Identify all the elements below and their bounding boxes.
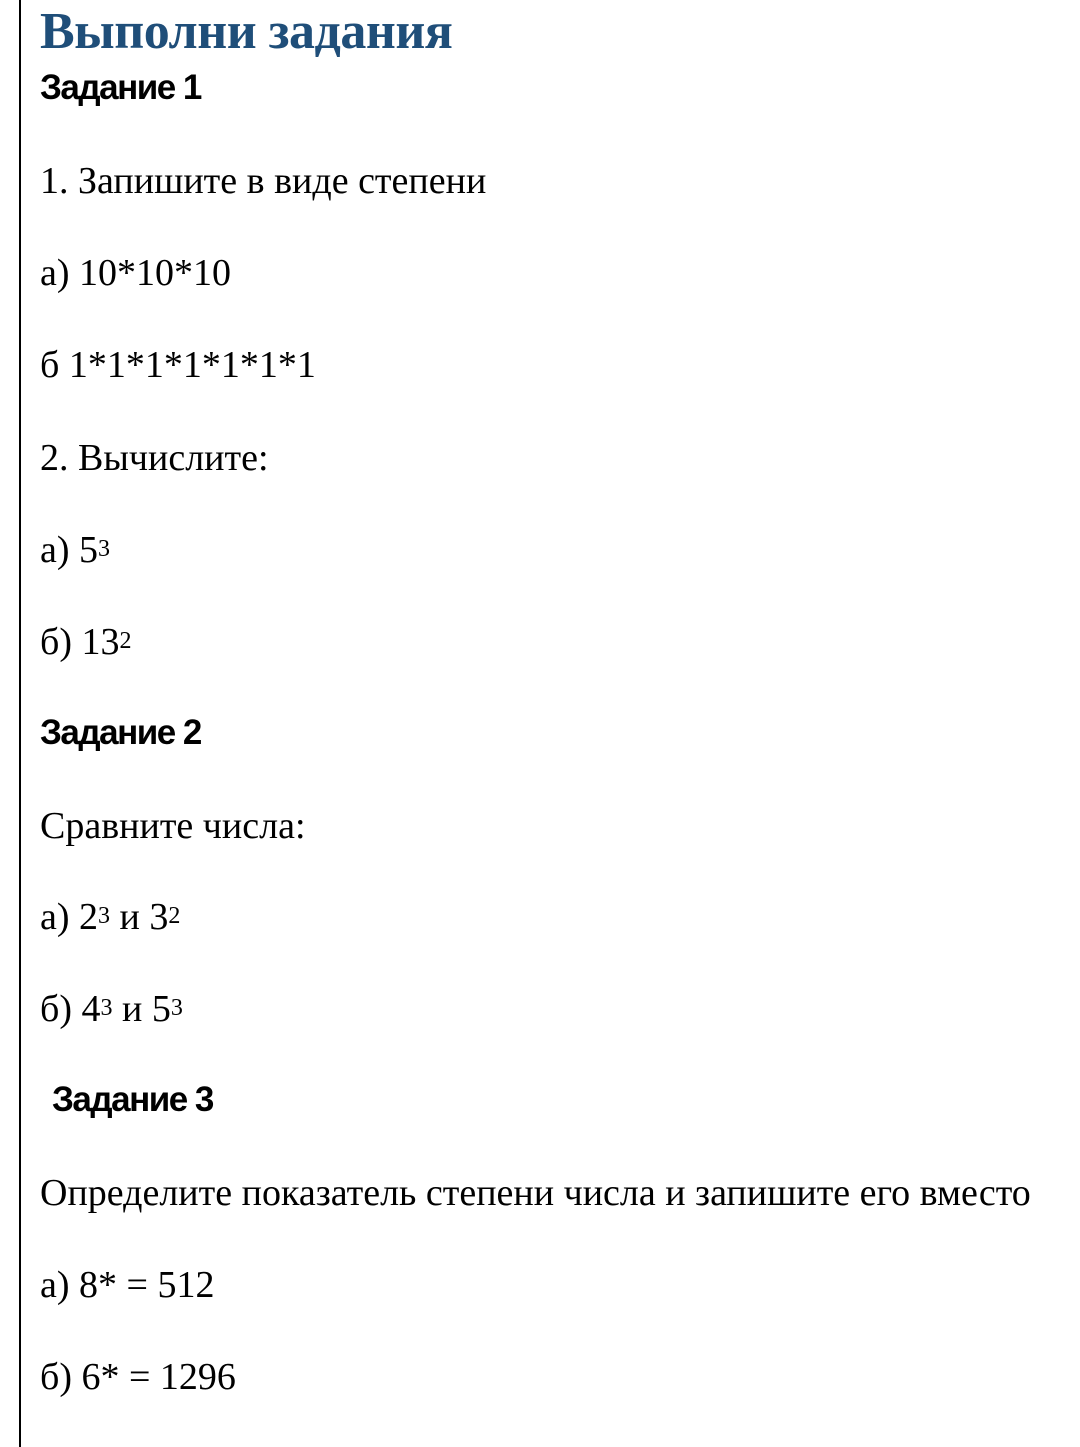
power-exponent: 3 [98, 903, 111, 929]
power-exponent: 2 [119, 628, 132, 654]
task1-q2-text: 2. Вычислите: [40, 437, 269, 479]
power-base: 2 [79, 896, 99, 938]
item-label: а) [40, 529, 70, 571]
task2-text: Сравните числа: [40, 805, 306, 847]
task1-heading: Задание 1 [40, 68, 201, 107]
power-base: 4 [81, 988, 101, 1030]
task1-q2-item-b [40, 619, 132, 665]
power-base: 5 [151, 988, 171, 1030]
power-exponent: 3 [170, 995, 183, 1021]
item-label: а) [40, 896, 70, 938]
task2-heading: Задание 2 [40, 713, 201, 752]
power-base: 13 [81, 621, 120, 663]
task1-q1-text: 1. Запишите в виде степени [40, 160, 487, 202]
power-exponent: 3 [98, 536, 111, 562]
task3-heading: Задание 3 [52, 1080, 213, 1119]
power-base: 3 [149, 896, 169, 938]
task1-q1-item-b: б 1*1*1*1*1*1*1 [40, 344, 316, 386]
task1-q1-item-a: а) 10*10*10 [40, 252, 232, 294]
power-exponent: 2 [168, 903, 181, 929]
task3-item-a: а) 8* = 512 [40, 1264, 215, 1306]
power-exponent: 3 [100, 995, 113, 1021]
task1-q2-item-a [40, 527, 110, 573]
conjunction: и [119, 896, 140, 938]
item-label: б) [40, 621, 72, 663]
conjunction: и [122, 988, 143, 1030]
left-border-line [19, 0, 21, 1447]
task2-item-a [40, 894, 180, 940]
power-base: 5 [79, 529, 99, 571]
page-title: Выполни задания [40, 3, 453, 60]
task3-text: Определите показатель степени числа и запишите его вместо [40, 1172, 1031, 1214]
task3-item-b: б) 6* = 1296 [40, 1356, 236, 1398]
task2-item-b [40, 986, 183, 1032]
item-label: б) [40, 988, 72, 1030]
